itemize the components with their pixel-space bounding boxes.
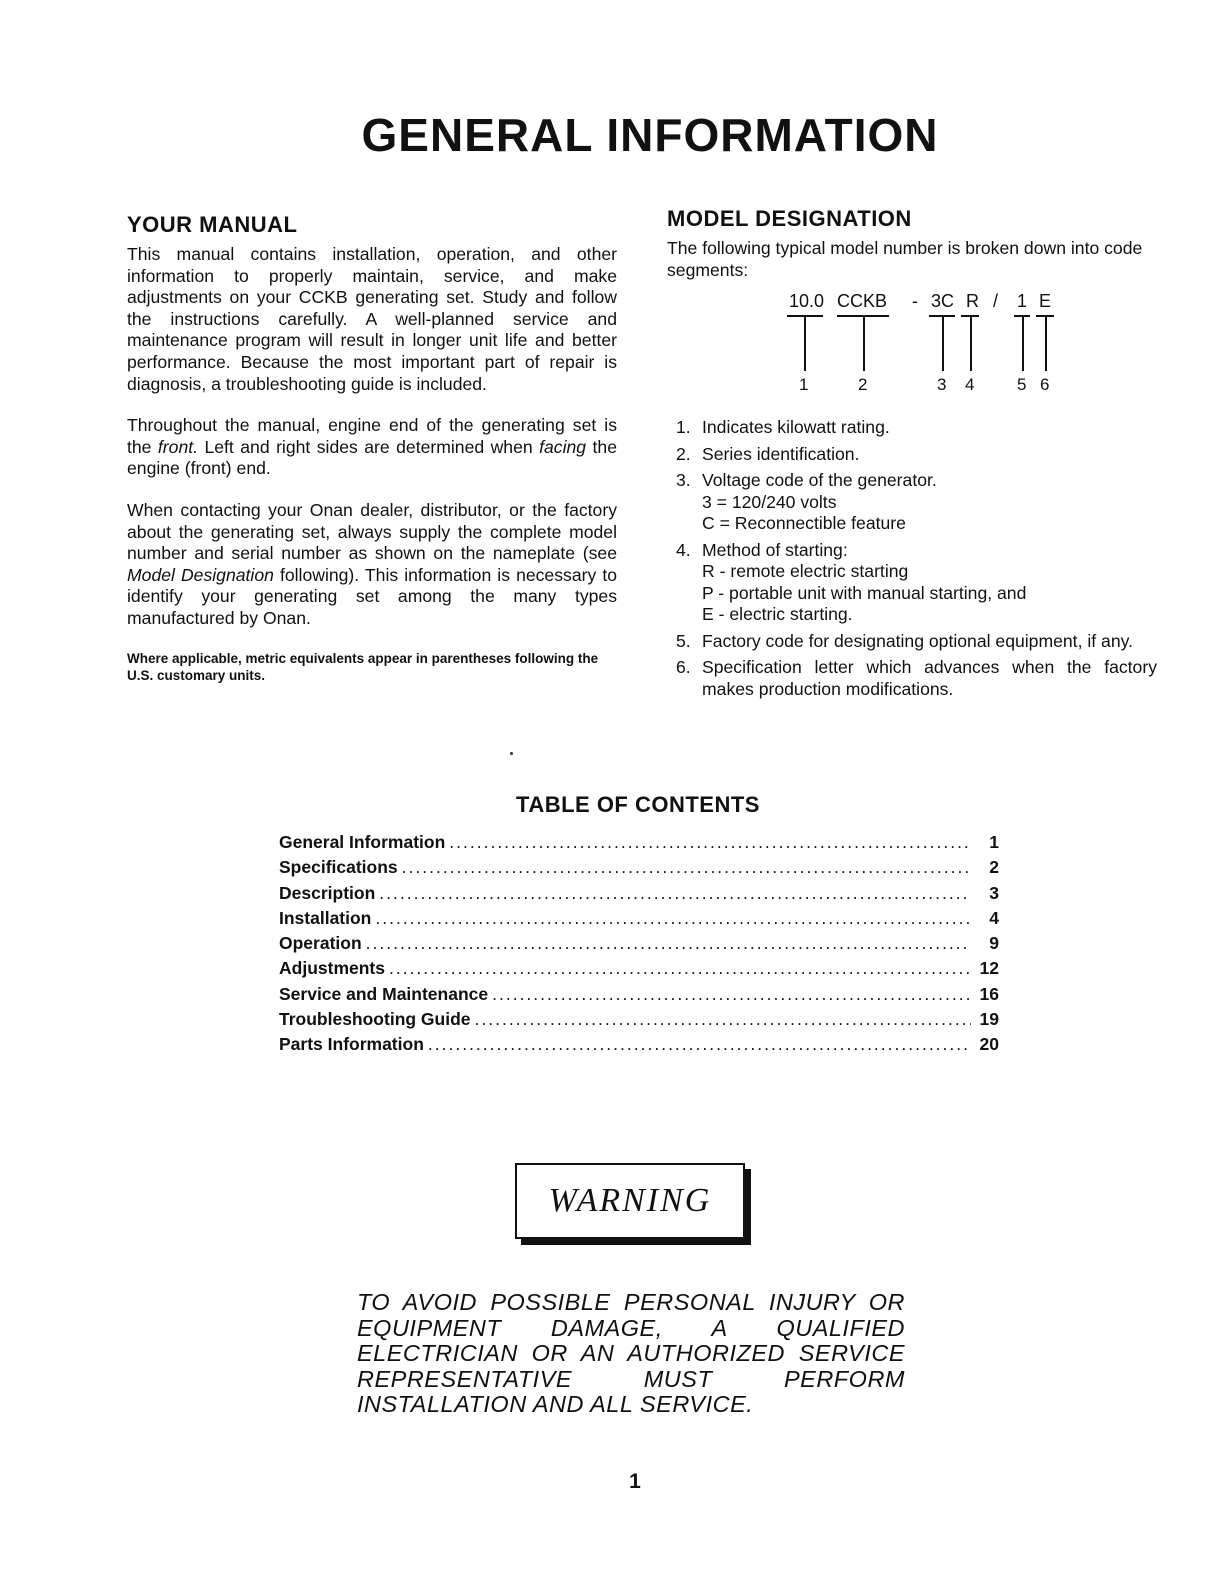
toc-entry-title: Installation: [279, 907, 372, 928]
list-sub-item: R - remote electric starting: [702, 561, 909, 582]
list-item-number: 4.: [676, 539, 691, 560]
toc-entry[interactable]: [279, 908, 999, 933]
para2-text-c: the engine (front) end.: [127, 436, 617, 479]
list-item-text: Specification letter which advances when the factory makes production modifications.: [702, 657, 1157, 699]
toc-entry-page: 3: [989, 882, 999, 903]
designation-list: [667, 417, 1157, 700]
list-item-text: Voltage code of the generator.: [702, 470, 937, 491]
your-manual-para-2: [127, 415, 617, 480]
toc-entry-title: Troubleshooting Guide: [279, 1009, 471, 1030]
toc-entry-title: Parts Information: [279, 1034, 424, 1055]
warning-label: WARNING: [515, 1163, 745, 1239]
list-item-text: Method of starting:: [702, 539, 848, 560]
list-item: [667, 631, 1157, 653]
toc-entry-page: 19: [979, 1009, 999, 1030]
segment-option: 1: [1017, 291, 1028, 312]
toc-entry-page: 2: [989, 857, 999, 878]
segment-kw: 10.0: [789, 291, 825, 312]
list-item-number: 2.: [676, 443, 691, 464]
facing-emphasis: facing: [539, 436, 587, 457]
list-sub-item: E - electric starting.: [702, 604, 853, 625]
bracket-tick-5: [1022, 315, 1024, 371]
toc-entry-page: 4: [989, 907, 999, 928]
front-emphasis: front.: [157, 436, 199, 457]
bracket-tick-1: [804, 315, 806, 371]
toc-entry[interactable]: [279, 1009, 999, 1034]
segment-number-3: 3: [937, 375, 947, 395]
bracket-tick-2: [863, 315, 865, 371]
list-item-number: 3.: [676, 470, 691, 491]
your-manual-heading: YOUR MANUAL: [127, 212, 298, 237]
toc-entry[interactable]: [279, 984, 999, 1009]
toc-entry-title: Adjustments: [279, 958, 385, 979]
list-sub-item: P - portable unit with manual starting, and: [702, 582, 1027, 603]
toc-leader: [366, 933, 971, 954]
bracket-tick-3: [942, 315, 944, 371]
page-title: GENERAL INFORMATION: [361, 109, 939, 161]
toc-entry-title: General Information: [279, 832, 446, 852]
toc-entry-page: 9: [989, 933, 999, 954]
toc-leader: [475, 1009, 971, 1030]
segment-number-6: 6: [1040, 375, 1050, 395]
para2-text-a: Throughout the manual, engine end of the generating set is the: [127, 415, 617, 457]
toc-leader: [375, 908, 971, 929]
segment-series: CCKB: [837, 291, 888, 312]
list-item-text: Factory code for designating optional equipment, if any.: [702, 630, 1133, 651]
list-item: [667, 657, 1157, 700]
segment-number-5: 5: [1017, 375, 1027, 395]
toc-entry-title: Specifications: [279, 857, 398, 878]
segment-spec: E: [1039, 291, 1052, 312]
your-manual-para-3: [127, 500, 617, 630]
list-sub-item: 3 = 120/240 volts: [702, 491, 837, 512]
list-item-number: 5.: [676, 630, 691, 651]
list-item: [667, 540, 1157, 626]
toc-entry[interactable]: [279, 832, 999, 857]
toc-entry[interactable]: [279, 1034, 999, 1059]
toc-entry[interactable]: [279, 857, 999, 882]
toc-entry[interactable]: [279, 883, 999, 908]
page-number: 1: [629, 1470, 641, 1493]
warning-text: TO AVOID POSSIBLE PERSONAL INJURY OR EQUIPMENT DAMAGE, A QUALIFIED ELECTRICIAN OR AN AUTHORIZED SERVICE REPRESENTATIVE MUST PERFORM INSTALLATION AND ALL SERVICE.: [357, 1289, 905, 1417]
toc-entry-title: Service and Maintenance: [279, 983, 489, 1004]
model-designation-reference: Model Designation: [127, 564, 274, 585]
model-designation-section: [667, 206, 1157, 705]
list-item-text: Indicates kilowatt rating.: [702, 417, 890, 438]
warning-box: [515, 1163, 747, 1245]
toc-entry-page: 20: [979, 1034, 999, 1055]
toc-leader: [449, 832, 971, 853]
your-manual-para-1: This manual contains installation, operation, and other information to properly maintain, service, and make adjustments on your CCKB generating set. Study and follow the instructions carefully. A well-planned service and maintenance program will result in longer unit life and better performance. Because the most important part of repair is diagnosis, a troubleshooting guide is included.: [127, 244, 617, 394]
segment-number-2: 2: [858, 375, 868, 395]
model-designation-heading: MODEL DESIGNATION: [667, 206, 912, 231]
para3-text-b: following). This information is necessary to identify your generating set among the many types manufactured by Onan.: [127, 564, 617, 628]
bracket-tick-6: [1045, 315, 1047, 371]
toc-leader: [402, 857, 971, 878]
toc-leader: [379, 883, 971, 904]
toc-leader: [428, 1034, 971, 1055]
stray-mark: [510, 752, 513, 755]
segment-slash: /: [993, 291, 999, 312]
segment-dash: -: [912, 291, 918, 312]
para3-text-a: When contacting your Onan dealer, distributor, or the factory about the generating set, always supply the complete model number and serial number as shown on the nameplate (see: [127, 499, 617, 564]
list-sub-item: C = Reconnectible feature: [702, 513, 906, 534]
toc-entry-title: Operation: [279, 933, 362, 954]
toc-entry-title: Description: [279, 882, 376, 903]
segment-start: R: [966, 291, 979, 312]
list-item: [667, 417, 1157, 439]
table-of-contents: [279, 832, 999, 1060]
bracket-tick-4: [970, 315, 972, 371]
list-item-number: 1.: [676, 417, 691, 438]
list-item-number: 6.: [676, 657, 691, 678]
segment-voltage: 3C: [931, 291, 955, 312]
toc-heading: TABLE OF CONTENTS: [516, 792, 760, 817]
model-number-diagram: [785, 291, 1085, 401]
segment-number-1: 1: [799, 375, 809, 395]
your-manual-section: [127, 212, 617, 684]
toc-leader: [389, 958, 971, 979]
segment-number-4: 4: [965, 375, 975, 395]
list-item: [667, 470, 1157, 535]
toc-entry-page: 1: [989, 832, 999, 852]
para2-text-b: Left and right sides are determined when: [198, 436, 540, 457]
metric-note: Where applicable, metric equivalents appear in parentheses following the U.S. customary units.: [127, 650, 599, 683]
list-item-text: Series identification.: [702, 443, 860, 464]
list-item: [667, 444, 1157, 466]
toc-entry-page: 16: [979, 983, 999, 1004]
toc-entry[interactable]: [279, 933, 999, 958]
toc-entry[interactable]: [279, 958, 999, 983]
model-designation-intro: The following typical model number is broken down into code segments:: [667, 238, 1143, 280]
toc-leader: [492, 984, 971, 1005]
toc-entry-page: 12: [979, 958, 999, 979]
